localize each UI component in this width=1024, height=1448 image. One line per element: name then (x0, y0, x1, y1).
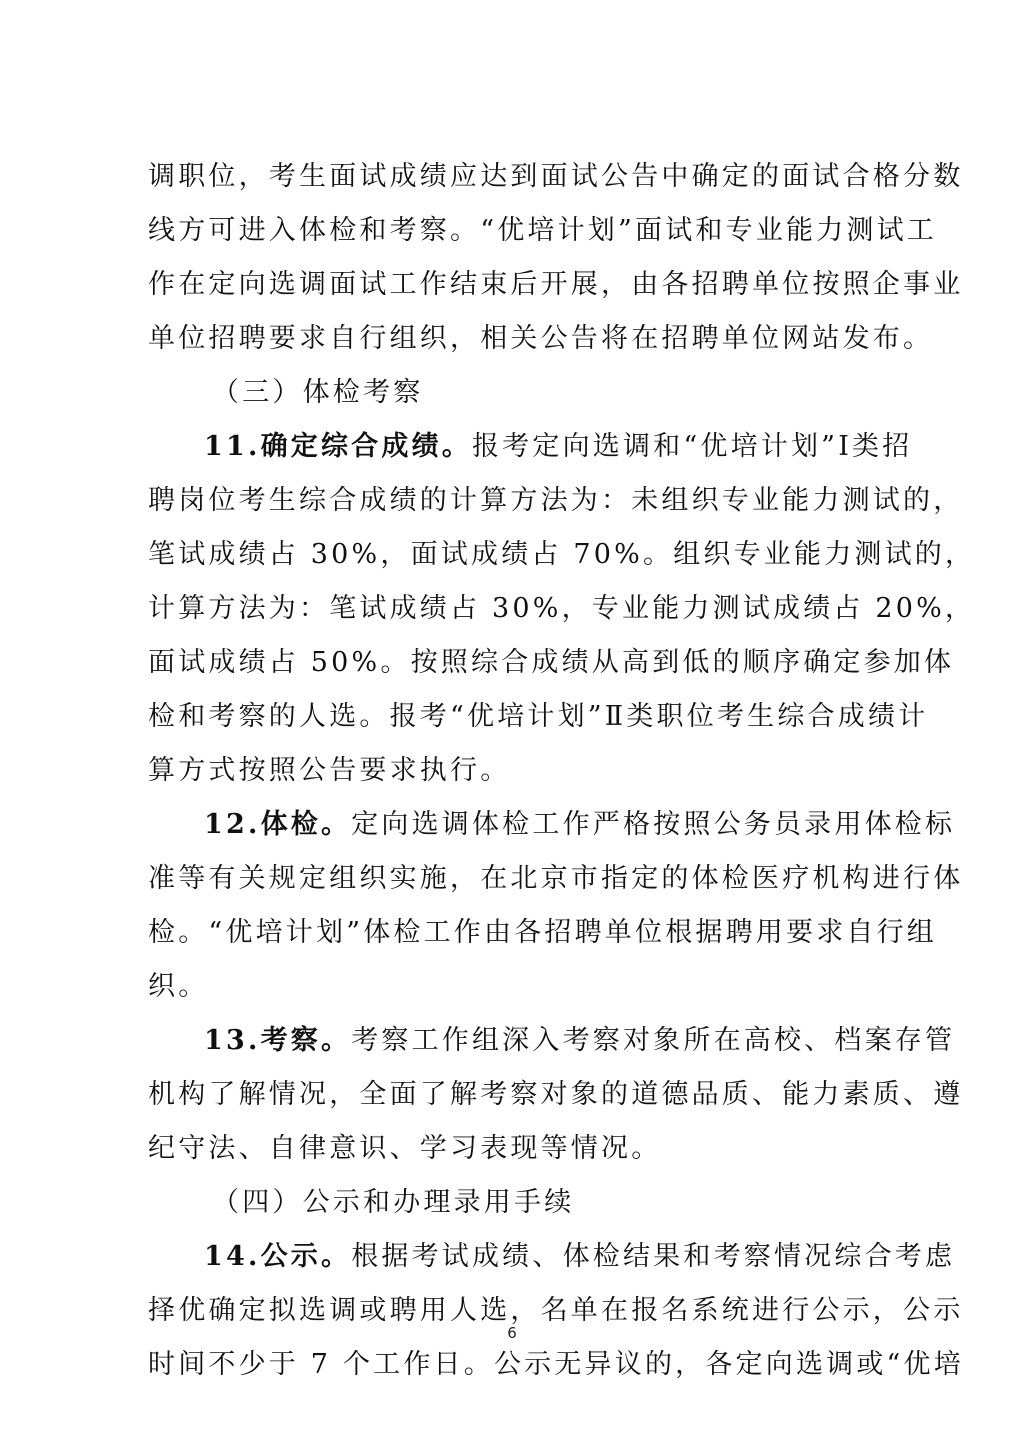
text-line: 机构了解情况，全面了解考察对象的道德品质、能力素质、遵 (148, 1079, 964, 1110)
text-line: 时间不少于 7 个工作日。公示无异议的，各定向选调或“优培 (148, 1349, 964, 1380)
paragraph-14-first-line (148, 1230, 956, 1284)
text-line: 面试成绩占 50%。按照综合成绩从高到低的顺序确定参加体 (148, 647, 955, 678)
section-heading-4: （四）公示和办理录用手续 (212, 1187, 575, 1218)
section-heading-3: （三）体检考察 (212, 377, 424, 408)
text-line: 检和考察的人选。报考“优培计划”Ⅱ类职位考生综合成绩计 (148, 701, 929, 732)
paragraph-14-text: 根据考试成绩、体检结果和考察情况综合考虑 (351, 1241, 956, 1272)
paragraph-12-title: 12.体检。 (204, 809, 352, 840)
page-number: 6 (507, 1324, 517, 1342)
text-line: 线方可进入体检和考察。“优培计划”面试和专业能力测试工 (148, 215, 938, 246)
paragraph-11-text: 报考定向选调和“优培计划”Ⅰ类招 (471, 431, 913, 462)
paragraph-12-first-line (148, 798, 956, 852)
text-line: 检。“优培计划”体检工作由各招聘单位根据聘用要求自行组 (148, 917, 938, 948)
body-text (148, 150, 976, 1392)
text-line: 织。 (148, 971, 209, 1002)
paragraph-12-text: 定向选调体检工作严格按照公务员录用体检标 (351, 809, 956, 840)
text-line: 计算方法为：笔试成绩占 30%，专业能力测试成绩占 20%， (148, 593, 976, 624)
paragraph-11-title: 11.确定综合成绩。 (204, 431, 472, 462)
text-line: 准等有关规定组织实施，在北京市指定的体检医疗机构进行体 (148, 863, 964, 894)
text-line: 笔试成绩占 30%，面试成绩占 70%。组织专业能力测试的， (148, 539, 976, 570)
text-line: 聘岗位考生综合成绩的计算方法为：未组织专业能力测试的， (148, 485, 964, 516)
text-line: 算方式按照公告要求执行。 (148, 755, 511, 786)
text-line: 纪守法、自律意识、学习表现等情况。 (148, 1133, 662, 1164)
text-line: 单位招聘要求自行组织，相关公告将在招聘单位网站发布。 (148, 323, 934, 354)
text-line: 作在定向选调面试工作结束后开展，由各招聘单位按照企事业 (148, 269, 964, 300)
paragraph-14-title: 14.公示。 (204, 1241, 352, 1272)
text-line: 择优确定拟选调或聘用人选，名单在报名系统进行公示，公示 (148, 1295, 964, 1326)
paragraph-13-text: 考察工作组深入考察对象所在高校、档案存管 (351, 1025, 956, 1056)
paragraph-13-first-line (148, 1014, 956, 1068)
text-line: 调职位，考生面试成绩应达到面试公告中确定的面试合格分数 (148, 161, 964, 192)
paragraph-11-first-line (148, 420, 913, 474)
paragraph-13-title: 13.考察。 (204, 1025, 352, 1056)
